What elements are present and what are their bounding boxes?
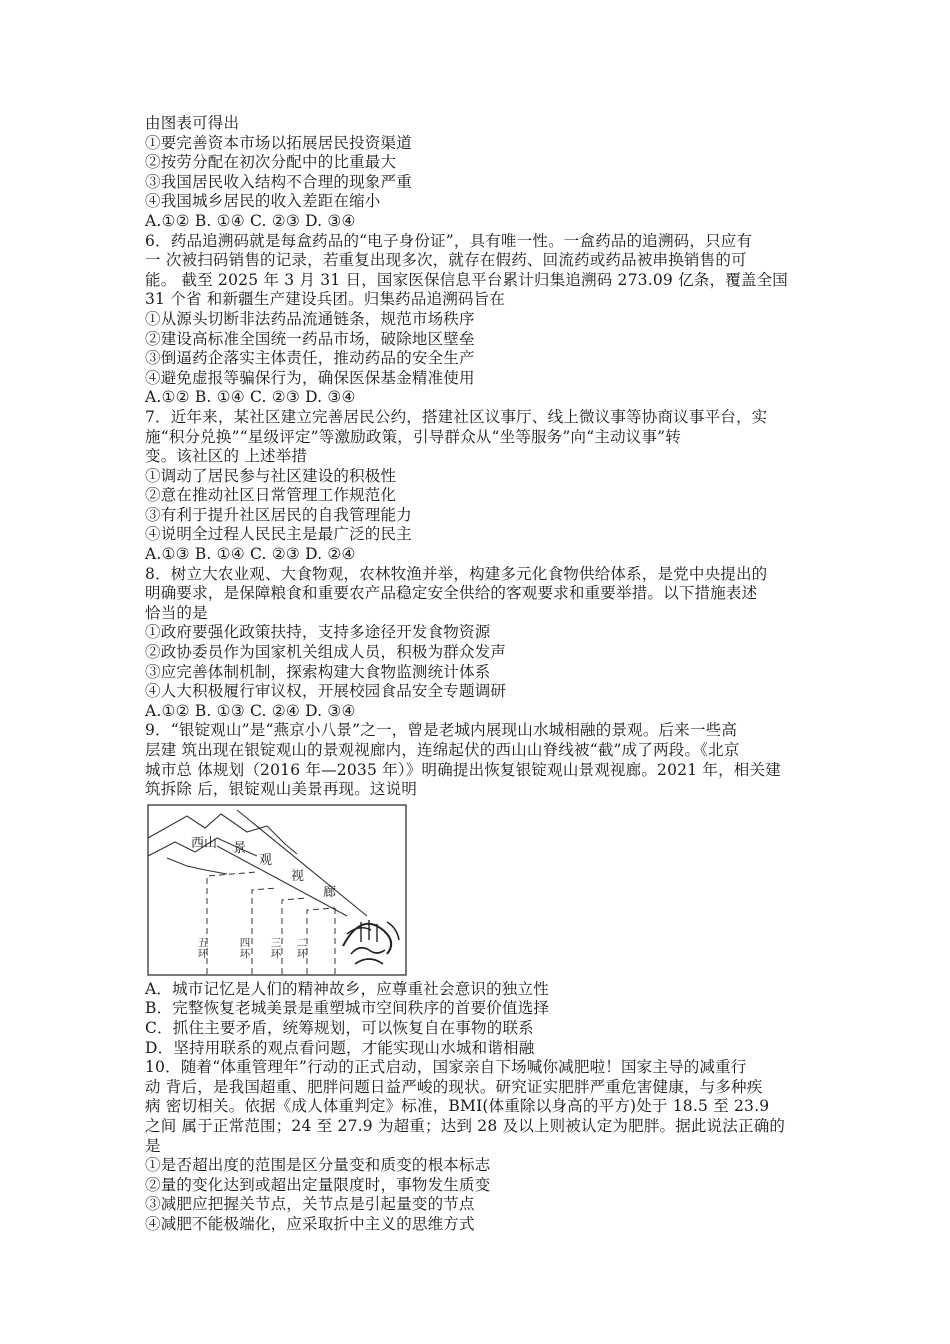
ring-number: 五 xyxy=(197,936,209,949)
option-4: ④减肥不能极端化，应采取折中主义的思维方式 xyxy=(145,1214,475,1233)
option-3: ③应完善体制机制，探索构建大食物监测统计体系 xyxy=(145,662,491,681)
option-c: C．抓住主要矛盾，统筹规划，可以恢复自在事物的联系 xyxy=(145,1018,534,1037)
question-stem-line: 筑拆除 后，银锭观山美景再现。这说明 xyxy=(145,780,418,799)
answer-choices: A.①② B. ①④ C. ②③ D. ③④ xyxy=(145,211,356,230)
ring-number: 四 xyxy=(239,936,251,949)
option-4: ④我国城乡居民的收入差距在缩小 xyxy=(145,192,381,211)
option-d: D．坚持用联系的观点看问题，才能实现山水城和谐相融 xyxy=(145,1038,535,1057)
option-3: ③倒逼药企落实主体责任，推动药品的安全生产 xyxy=(145,349,475,368)
question-stem-line: 6．药品追溯码就是每盒药品的“电子身份证”，具有唯一性。一盒药品的追溯码，只应有 xyxy=(145,231,753,250)
question-7 xyxy=(145,408,815,565)
question-stem-line: 恰当的是 xyxy=(145,603,208,622)
corridor-char: 视 xyxy=(291,868,305,884)
question-stem-line: 一 次被扫码销售的记录，若重复出现多次，就存在假药、回流药或药品被串换销售的可 xyxy=(145,251,747,270)
question-6 xyxy=(145,232,815,408)
option-a: A．城市记忆是人们的精神故乡，应尊重社会意识的独立性 xyxy=(145,979,549,998)
option-1: ①从源头切断非法药品流通链条，规范市场秩序 xyxy=(145,309,475,328)
question-stem-line: 明确要求，是保障粮食和重要农产品稳定安全供给的客观要求和重要举措。以下措施表述 xyxy=(145,584,758,603)
corridor-char: 景 xyxy=(233,840,247,856)
answer-choices: A.①② B. ①③ C. ②④ D. ③④ xyxy=(145,701,356,720)
answer-choices: A.①② B. ①④ C. ②③ D. ③④ xyxy=(145,388,356,407)
option-4: ④说明全过程人民民主是最广泛的民主 xyxy=(145,525,412,544)
option-3: ③有利于提升社区居民的自我管理能力 xyxy=(145,505,412,524)
question-stem-line: 层建 筑出现在银锭观山的景观视廊内，连绵起伏的西山山脊线被“截”成了两段。《北京 xyxy=(145,741,740,759)
ring-unit: 环 xyxy=(239,948,251,961)
question-8 xyxy=(145,565,815,722)
option-2: ②政协委员作为国家机关组成人员，积极为群众发声 xyxy=(145,643,507,662)
question-stem-line: 病 密切相关。依据《成人体重判定》标准，BMI(体重除以身高的平方)处于 18.5 至 23.9 xyxy=(145,1097,770,1116)
question-10 xyxy=(145,1058,815,1234)
question-stem-line: 是 xyxy=(145,1136,161,1155)
ring-number: 三 xyxy=(270,936,282,949)
question-stem-line: 变。该社区的 上述举措 xyxy=(145,447,308,466)
question-9 xyxy=(145,721,815,1058)
question-5-continuation xyxy=(145,114,815,232)
question-stem-line: 10．随着“体重管理年”行动的正式启动，国家亲自下场喊你减肥啦！国家主导的减重行 xyxy=(145,1058,747,1077)
ring-number: 二 xyxy=(296,936,308,949)
ring-3-label xyxy=(270,938,282,961)
question-stem-line: 能。 截至 2025 年 3 月 31 日，国家医保信息平台累计归集追溯码 273.09 亿条，覆盖全国 xyxy=(145,270,789,289)
option-2: ②量的变化达到或超出定量限度时，事物发生质变 xyxy=(145,1175,491,1194)
question-stem-line: 施“积分兑换”“星级评定”等激励政策，引导群众从“坐等服务”向“主动议事”转 xyxy=(145,427,681,446)
west-mountain-label: 西山 xyxy=(191,835,218,851)
ring-unit: 环 xyxy=(270,948,282,961)
answer-choices: A.①③ B. ①④ C. ②③ D. ②④ xyxy=(145,545,356,564)
option-2: ②意在推动社区日常管理工作规范化 xyxy=(145,486,397,505)
ring-unit: 环 xyxy=(296,948,308,961)
option-b: B．完整恢复老城美景是重塑城市空间秩序的首要价值选择 xyxy=(145,999,550,1018)
question-stem-line: 8．树立大农业观、大食物观，农林牧渔并举，构建多元化食物供给体系，是党中央提出的 xyxy=(145,564,768,583)
ring-unit: 环 xyxy=(197,948,209,961)
question-stem-line: 动 背后，是我国超重、肥胖问题日益严峻的现状。研究证实肥胖严重危害健康，与多种疾 xyxy=(145,1077,763,1096)
ring-4-label xyxy=(239,938,251,961)
ring-2-label xyxy=(296,938,308,961)
option-1: ①政府要强化政策扶持，支持多途径开发食物资源 xyxy=(145,623,491,642)
option-3: ③我国居民收入结构不合理的现象严重 xyxy=(145,172,412,191)
option-1: ①调动了居民参与社区建设的积极性 xyxy=(145,466,397,485)
option-4: ④避免虚报等骗保行为，确保医保基金精准使用 xyxy=(145,368,475,387)
question-stem-line: 城市总 体规划（2016 年—2035 年）》明确提出恢复银锭观山景观视廊。2021 年，相关建 xyxy=(145,760,781,779)
exam-page xyxy=(145,114,815,1235)
corridor-char: 观 xyxy=(259,852,273,868)
option-4: ④人大积极履行审议权，开展校园食品安全专题调研 xyxy=(145,682,507,701)
question-stem-line: 之间 属于正常范围；24 至 27.9 为超重；达到 28 及以上则被认定为肥胖。据此说法正确的 xyxy=(145,1116,786,1135)
ring-5-label xyxy=(197,938,209,961)
question-lead: 由图表可得出 xyxy=(145,114,240,132)
question-stem-line: 31 个省 和新疆生产建设兵团。归集药品追溯码旨在 xyxy=(145,290,506,309)
option-1: ①是否超出度的范围是区分量变和质变的根本标志 xyxy=(145,1156,491,1175)
question-stem-line: 9．“银锭观山”是“燕京小八景”之一，曾是老城内展现山水城相融的景观。后来一些高 xyxy=(145,721,738,740)
option-3: ③减肥应把握关节点，关节点是引起量变的节点 xyxy=(145,1195,475,1214)
corridor-char: 廊 xyxy=(323,884,337,900)
option-2: ②按劳分配在初次分配中的比重最大 xyxy=(145,153,397,172)
option-2: ②建设高标准全国统一药品市场，破除地区壁垒 xyxy=(145,329,475,348)
question-stem-line: 7．近年来，某社区建立完善居民公约，搭建社区议事厅、线上微议事等协商议事平台，实 xyxy=(145,407,768,426)
landscape-corridor-diagram xyxy=(147,804,407,976)
option-1: ①要完善资本市场以拓展居民投资渠道 xyxy=(145,133,412,152)
